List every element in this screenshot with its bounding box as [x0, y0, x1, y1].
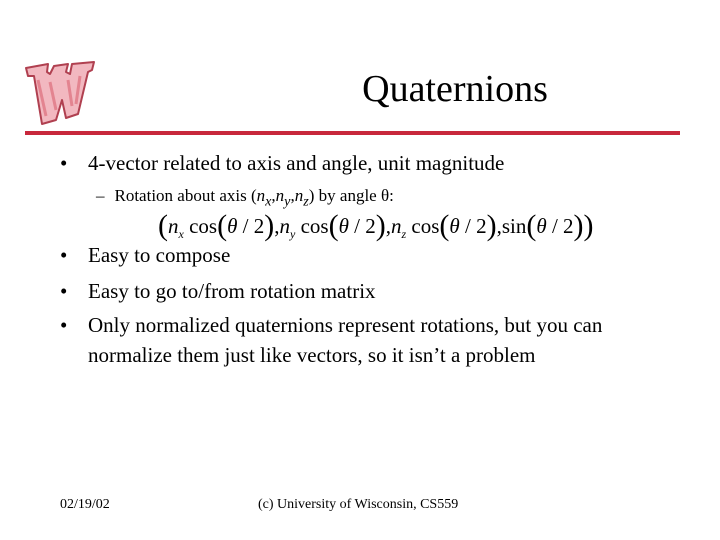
- bullet-text: Only normalized quaternions represent rotations, but you can normalize them just like vectors, so it isn’t a problem: [88, 313, 603, 367]
- bullet-dot: •: [60, 313, 68, 337]
- bullet-item-4: [60, 310, 660, 370]
- sub-bullet-text-before: Rotation about axis (: [114, 186, 257, 205]
- w-logo-shape: [26, 62, 94, 124]
- bullet-text: Easy to compose: [88, 243, 231, 267]
- quaternion-formula: ($n_x$ $\cos(\theta / 2),n_y$ $\cos(\theta / 2),n_z$ cos(θ / 2),sin(θ / 2)): [158, 209, 594, 242]
- sub-bullet: – Rotation about axis $(n_x,n_y,n_z)$ by angle θ:: [96, 186, 394, 210]
- bullet-item-1: [60, 148, 660, 178]
- bullet-dot: •: [60, 279, 68, 303]
- bullet-item-2: [60, 240, 660, 270]
- bullet-item-3: [60, 276, 660, 306]
- sub-bullet-text-after: ) by angle θ:: [308, 186, 394, 205]
- slide-title: Quaternions: [362, 68, 548, 110]
- bullet-dot: •: [60, 151, 68, 175]
- bullet-text: Easy to go to/from rotation matrix: [88, 279, 376, 303]
- sub-axis-nz: $n_z$: [294, 186, 309, 210]
- title-underline: [25, 131, 680, 135]
- university-w-logo: [20, 52, 102, 130]
- footer-credit: (c) University of Wisconsin, CS559: [258, 497, 459, 512]
- sub-bullet-dash: –: [96, 186, 105, 205]
- sub-axis-nx: $n_x$: [256, 186, 272, 210]
- bullet-dot: •: [60, 243, 68, 267]
- footer-date: 02/19/02: [60, 497, 110, 512]
- bullet-text: 4-vector related to axis and angle, unit magnitude: [88, 151, 505, 175]
- sub-axis-ny: $n_y$: [275, 186, 291, 210]
